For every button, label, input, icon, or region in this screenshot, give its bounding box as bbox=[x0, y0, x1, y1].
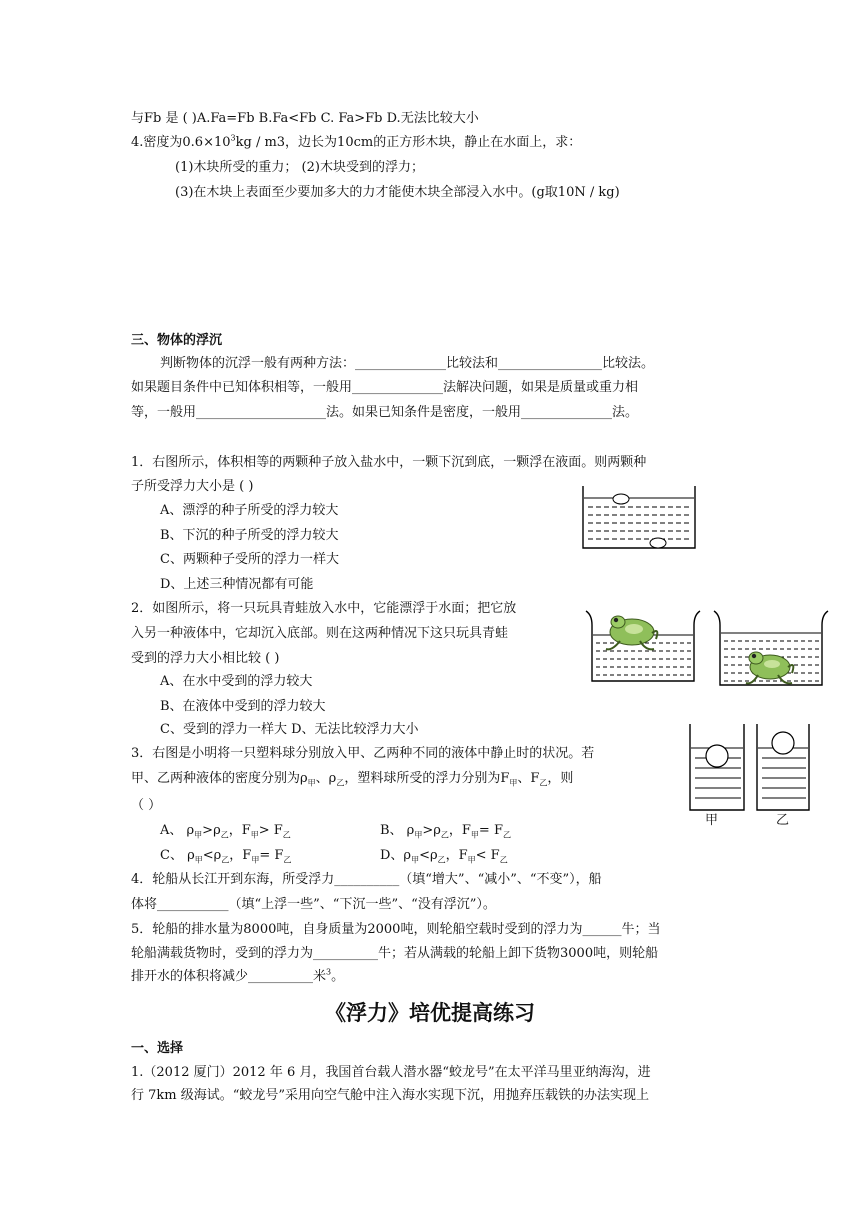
q3-option-b bbox=[380, 822, 511, 840]
opt-text: A、 $\rho_甲>\rho_乙$，$F_甲> F_乙$ bbox=[160, 823, 291, 840]
text: kg / m3，边长为10cm的正方形木块，静止在水面上，求： bbox=[235, 135, 582, 150]
frog-icon bbox=[746, 652, 793, 683]
text: 、ρ bbox=[315, 771, 337, 786]
subscript: 乙 bbox=[499, 855, 508, 865]
q5-line bbox=[131, 968, 344, 986]
q1-option-b: B、下沉的种子所受的浮力较大 bbox=[160, 528, 339, 543]
subscript: 乙 bbox=[440, 830, 449, 840]
subscript: 甲 bbox=[509, 778, 518, 788]
q2-line: 入另一种液体中，它却沉入底部。则在这两种情况下这只玩具青蛙 bbox=[131, 626, 509, 641]
balls-liquids-figure bbox=[685, 722, 815, 814]
q5-line: 5．轮船的排水量为8000吨，自身质量为2000吨，则轮船空载时受到的浮力为______牛；当 bbox=[131, 922, 661, 937]
subscript: 乙 bbox=[336, 778, 345, 788]
q4-line: 体将___________（填“上浮一些”、“下沉一些”、“没有浮沉”）。 bbox=[131, 897, 496, 912]
q2-option-cd: C、受到的浮力一样大 D、无法比较浮力大小 bbox=[160, 722, 419, 737]
q2-line: 受到的浮力大小相比较 ( ) bbox=[131, 651, 280, 666]
text: 4.密度为0.6×10 bbox=[131, 135, 231, 150]
text: 排开水的体积将减少__________米 bbox=[131, 969, 327, 984]
section-para-line: 等，一般用____________________法。如果已知条件是密度，一般用______________法。 bbox=[131, 405, 639, 420]
practice-q1-line: 1.（2012 厦门）2012 年 6 月，我国首台载人潜水器“蛟龙号”在太平洋马里亚纳海沟，进 bbox=[131, 1065, 651, 1080]
q1-line: 子所受浮力大小是 ( ) bbox=[131, 479, 254, 494]
page-title: 《浮力》培优提高练习 bbox=[325, 1001, 535, 1025]
frog-sinking-figure bbox=[712, 605, 830, 695]
q2-option-a: A、在水中受到的浮力较大 bbox=[160, 674, 313, 689]
text: ，塑料球所受的浮力分别为F bbox=[344, 771, 510, 786]
q2-line: 2．如图所示，将一只玩具青蛙放入水中，它能漂浮于水面；把它放 bbox=[131, 601, 517, 616]
section-para-line: 判断物体的沉浮一般有两种方法：______________比较法和________________比较法。 bbox=[160, 356, 655, 371]
subscript: 甲 bbox=[414, 830, 423, 840]
subscript: 乙 bbox=[539, 778, 548, 788]
opt-text: D、$\rho_甲<\rho_乙$，$F_甲< F_乙$ bbox=[380, 848, 508, 865]
section-para-line: 如果题目条件中已知体积相等，一般用______________法解决问题，如果是质量或重力相 bbox=[131, 380, 639, 395]
section-heading: 三、物体的浮沉 bbox=[131, 333, 223, 348]
q1-option-c: C、两颗种子受所的浮力一样大 bbox=[160, 552, 339, 567]
q4-sub-3: (3)在木块上表面至少要加多大的力才能使木块全部浸入水中。(g取10N / kg) bbox=[175, 185, 620, 200]
q1-line: 1．右图所示，体积相等的两颗种子放入盐水中，一颗下沉到底，一颗浮在液面。则两颗种 bbox=[131, 455, 647, 470]
text: 、F bbox=[517, 771, 540, 786]
q3-line bbox=[131, 770, 573, 788]
text: ，则 bbox=[547, 771, 574, 786]
subscript: 乙 bbox=[283, 855, 292, 865]
q1-option-d: D、上述三种情况都有可能 bbox=[160, 577, 314, 592]
q-prev-options: 与Fb 是 ( )A.Fa=Fb B.Fa<Fb C. Fa>Fb D.无法比较大小 bbox=[131, 111, 479, 126]
superscript: 3 bbox=[326, 967, 332, 977]
superscript: 3 bbox=[230, 133, 236, 143]
subscript: 乙 bbox=[221, 855, 230, 865]
opt-text: C、 $\rho_甲<\rho_乙$，$F_甲= F_乙$ bbox=[160, 848, 292, 865]
frog-icon bbox=[606, 616, 657, 649]
q4-prompt bbox=[131, 134, 581, 152]
q3-option-a bbox=[160, 822, 291, 840]
subscript: 乙 bbox=[502, 830, 511, 840]
subscript: 乙 bbox=[282, 830, 291, 840]
q3-line: （ ） bbox=[131, 798, 162, 813]
subscript: 甲 bbox=[470, 830, 479, 840]
q2-option-b: B、在液体中受到的浮力较大 bbox=[160, 699, 326, 714]
subscript: 甲 bbox=[250, 830, 259, 840]
subscript: 甲 bbox=[251, 855, 260, 865]
subscript: 甲 bbox=[194, 855, 203, 865]
q4-line: 4．轮船从长江开到东海，所受浮力__________（填“增大”、“减小”、“不变”），船 bbox=[131, 872, 602, 887]
subscript: 甲 bbox=[467, 855, 476, 865]
q3-option-c bbox=[160, 847, 291, 865]
caption-jia: 甲 bbox=[705, 813, 719, 828]
practice-q1-line: 行 7km 级海试。“蛟龙号”采用向空气舱中注入海水实现下沉，用抛弃压载铁的办法实现上 bbox=[131, 1088, 650, 1103]
text: 甲、乙两种液体的密度分别为ρ bbox=[131, 771, 308, 786]
subscript: 甲 bbox=[194, 830, 203, 840]
opt-text: B、 $\rho_甲>\rho_乙$，$F_甲= F_乙$ bbox=[380, 823, 511, 840]
q5-line: 轮船满载货物时，受到的浮力为__________牛；若从满载的轮船上卸下货物3000吨，则轮船 bbox=[131, 946, 659, 961]
q3-line: 3．右图是小明将一只塑料球分别放入甲、乙两种不同的液体中静止时的状况。若 bbox=[131, 746, 595, 761]
seeds-container-figure bbox=[580, 480, 700, 552]
subscript: 甲 bbox=[307, 778, 316, 788]
q4-sub-1-2: (1)木块所受的重力； (2)木块受到的浮力； bbox=[175, 160, 424, 175]
section-heading: 一、选择 bbox=[131, 1041, 184, 1056]
subscript: 乙 bbox=[437, 855, 446, 865]
caption-yi: 乙 bbox=[776, 813, 790, 828]
q1-option-a: A、漂浮的种子所受的浮力较大 bbox=[160, 503, 339, 518]
text: 。 bbox=[331, 969, 345, 984]
subscript: 甲 bbox=[411, 855, 420, 865]
q3-option-d bbox=[380, 847, 508, 865]
subscript: 乙 bbox=[220, 830, 229, 840]
frog-floating-figure bbox=[584, 605, 702, 683]
